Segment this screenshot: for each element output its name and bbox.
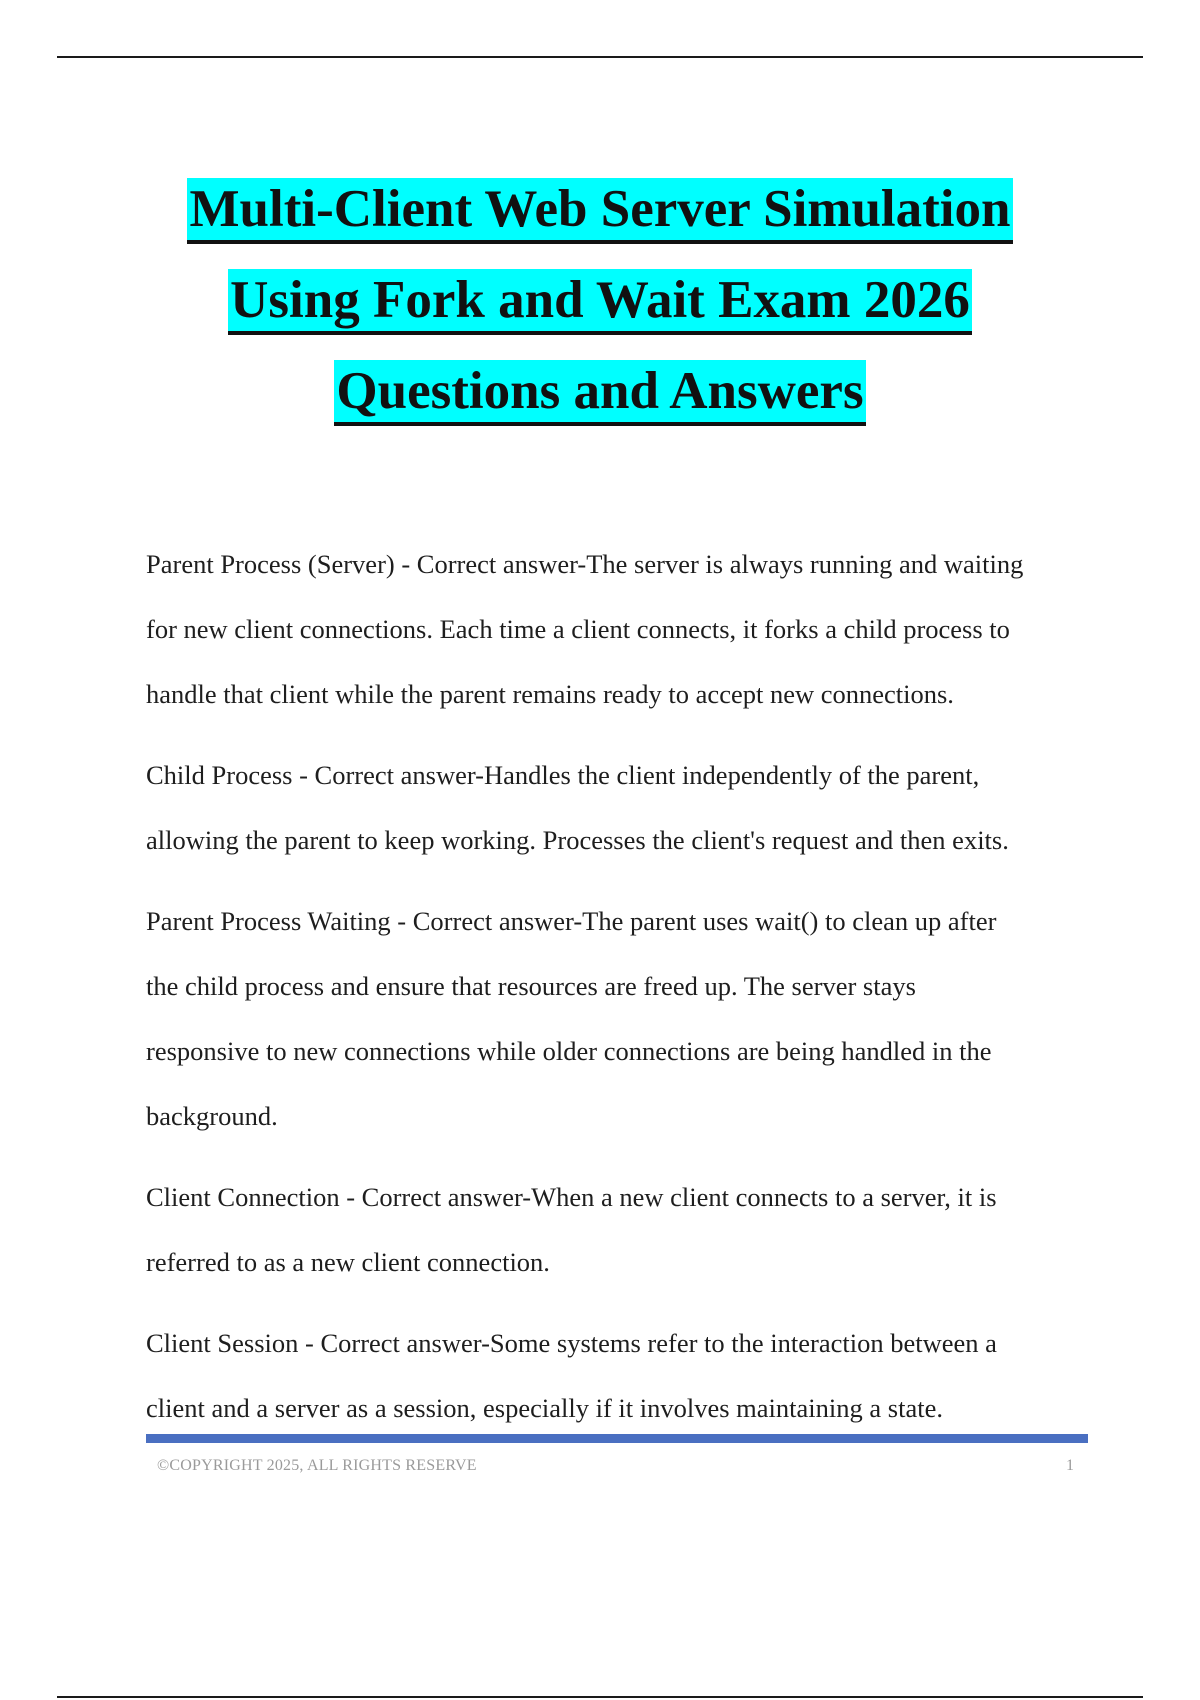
title-line-2	[0, 269, 1200, 360]
qa-line: allowing the parent to keep working. Processes the client's request and then exits.	[146, 825, 1009, 855]
top-rule	[57, 56, 1143, 58]
qa-line: referred to as a new client connection.	[146, 1247, 550, 1277]
qa-line: client and a server as a session, especially if it involves maintaining a state.	[146, 1393, 943, 1423]
qa-line: Client Connection - Correct answer-When a new client connects to a server, it is	[146, 1182, 997, 1212]
title-line-1-text: Multi-Client Web Server Simulation	[187, 178, 1012, 244]
qa-line: for new client connections. Each time a client connects, it forks a child process to	[146, 614, 1010, 644]
footer-copyright: ©COPYRIGHT 2025, ALL RIGHTS RESERVE	[157, 1457, 477, 1474]
qa-item-client-connection	[146, 1165, 1096, 1295]
qa-item-child-process	[146, 743, 1096, 873]
qa-item-client-session	[146, 1311, 1096, 1441]
title-line-3-text: Questions and Answers	[334, 360, 865, 426]
footer-page-number: 1	[1066, 1457, 1074, 1474]
document-title	[0, 178, 1200, 451]
qa-line: Parent Process Waiting - Correct answer-The parent uses wait() to clean up after	[146, 906, 997, 936]
qa-line: Child Process - Correct answer-Handles the client independently of the parent,	[146, 760, 980, 790]
qa-line: Parent Process (Server) - Correct answer-The server is always running and waiting	[146, 549, 1024, 579]
qa-item-parent-process	[146, 532, 1096, 727]
qa-line: Client Session - Correct answer-Some systems refer to the interaction between a	[146, 1328, 997, 1358]
qa-line: responsive to new connections while older connections are being handled in the	[146, 1036, 992, 1066]
qa-line: the child process and ensure that resources are freed up. The server stays	[146, 971, 916, 1001]
bottom-rule	[57, 1696, 1143, 1698]
title-line-1	[0, 178, 1200, 269]
title-line-2-text: Using Fork and Wait Exam 2026	[228, 269, 972, 335]
qa-line: handle that client while the parent remains ready to accept new connections.	[146, 679, 954, 709]
qa-item-parent-process-waiting	[146, 889, 1096, 1149]
footer-divider-bar	[146, 1434, 1088, 1443]
title-line-3	[0, 360, 1200, 451]
qa-line: background.	[146, 1101, 278, 1131]
qa-list	[146, 532, 1096, 1457]
